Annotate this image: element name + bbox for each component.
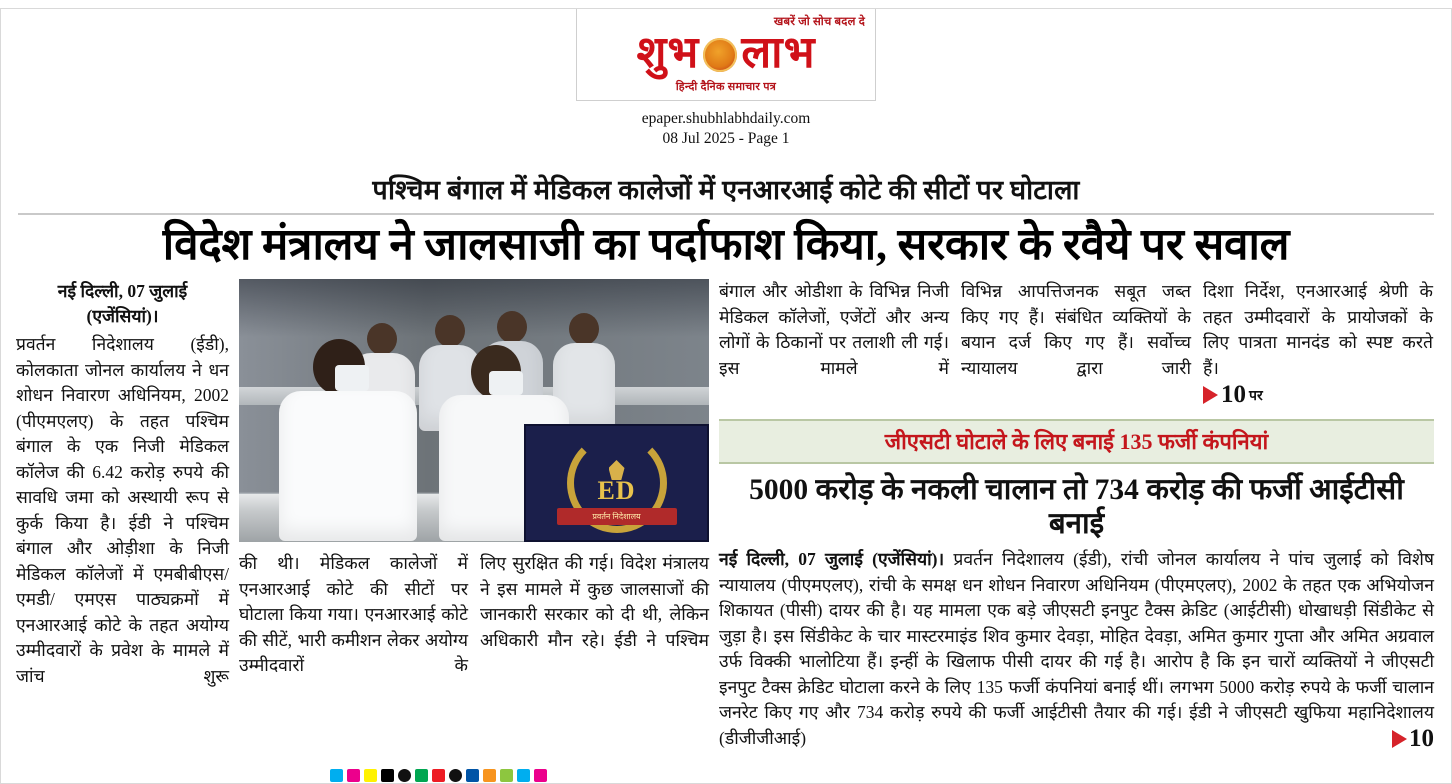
sub-column-a	[719, 279, 949, 409]
ed-ribbon: प्रवर्तन निदेशालय	[557, 508, 677, 525]
sub-column-a-text: बंगाल और ओडीशा के विभिन्न निजी मेडिकल कॉलेजों, एजेंटों और अन्य लोगों के ठिकानों पर तलाशी ली गई। इस मामले में	[719, 281, 949, 378]
column-three	[719, 279, 1434, 751]
jump-page-number: 10	[1221, 381, 1246, 408]
article-kicker: पश्चिम बंगाल में मेडिकल कालेजों में एनआरआई कोटे की सीटों पर घोटाला	[372, 175, 1080, 205]
divider-rule	[18, 213, 1434, 215]
caption-text-two: लिए सुरक्षित की गई। विदेश मंत्रालय ने इस मामले में कुछ जालसाजों की जानकारी सरकार को दी थी, लेकिन अधिकारी मौन रहे। ईडी ने पश्चिम	[480, 553, 709, 650]
photo-caption-columns	[239, 548, 709, 679]
sub-column-c	[1203, 279, 1433, 409]
photo-face-mask	[335, 365, 369, 391]
sub-column-b	[961, 279, 1191, 409]
photo-main-person-coat	[279, 391, 417, 541]
photo-face-mask	[489, 371, 523, 395]
dateline-line1: नई दिल्ली, 07 जुलाई	[57, 281, 188, 301]
secondary-jump-number: 10	[1409, 724, 1434, 752]
sub-column-c-text: दिशा निर्देश, एनआरआई श्रेणी के तहत उम्मीदवारों के प्रायोजकों के लिए पात्रता मानदंड को स्पष्ट करते हैं।	[1203, 281, 1433, 378]
masthead-title	[583, 29, 869, 77]
secondary-band-text: जीएसटी घोटाले के लिए बनाई 135 फर्जी कंपनियां	[884, 429, 1269, 454]
secondary-body-text: प्रवर्तन निदेशालय (ईडी), रांची जोनल कार्यालय ने पांच जुलाई को विशेष न्यायालय (पीएमएलए), रांची के समक्ष धन शोधन निवारण अधिनियम (पीएमएलए), 2002 के तहत एक अभियोजन शिकायत (पीसी) दायर की है। यह मामला एक बड़े जीएसटी इनपुट टैक्स क्रेडिट (आईटीसी) धोखाधड़ी सिंडीकेट से जुड़ा है। इस सिंडीकेट के चार मास्टरमाइंड शिव कुमार देवड़ा, मोहित देवड़ा, अमित कुमार गुप्ता और अमित अग्रवाल उर्फ विक्की भालोटिया हैं। इन्हीं के खिलाफ पीसी दायर की गई है। आरोप है कि इन चारों व्यक्तियों ने जीएसटी इनपुट टैक्स क्रेडिट घोटाला करने के लिए 135 फर्जी कंपनियां बनाई थीं। लगभग 5000 करोड़ रुपये के फर्जी चालान जनरेट किए गए और 734 करोड़ रुपये की फर्जी आईटीसी तैयार की गई। ईडी ने जीएसटी खुफिया महानिदेशालय (डीजीजीआई)	[719, 549, 1435, 748]
ed-logo-letters: ED	[597, 476, 636, 505]
jump-page-suffix: पर	[1249, 388, 1263, 404]
photo-person-head	[435, 315, 465, 347]
secondary-dateline: नई दिल्ली, 07 जुलाई (एजेंसियां)।	[719, 549, 945, 569]
caption-column-two	[480, 548, 709, 679]
sub-column-b-text: विभिन्न आपत्तिजनक सबूत जब्त किए गए हैं। संबंधित व्यक्तियों के बयान दर्ज किए गए हैं। सर्वोच्च न्यायालय द्वारा जारी	[961, 281, 1191, 378]
photo-person-head	[367, 323, 397, 355]
photo-person-head	[569, 313, 599, 345]
caption-column-one	[239, 548, 468, 679]
epaper-url: epaper.shubhlabhdaily.com	[641, 110, 811, 127]
lab-photo	[239, 279, 709, 542]
secondary-story-band	[719, 419, 1434, 464]
photo-person-head	[497, 311, 527, 343]
epaper-date-page: 08 Jul 2025 - Page 1	[662, 130, 790, 147]
masthead-subtitle: हिन्दी दैनिक समाचार पत्र	[675, 81, 777, 93]
photo-column	[239, 279, 709, 751]
article-headline: विदेश मंत्रालय ने जालसाजी का पर्दाफाश किया, सरकार के रवैये पर सवाल	[162, 220, 1290, 269]
secondary-story-body	[719, 547, 1434, 751]
masthead	[576, 8, 876, 101]
newspaper-page	[0, 8, 1452, 784]
column-one	[16, 279, 229, 751]
masthead-title-left: शुभ	[636, 28, 700, 77]
column-one-text: प्रवर्तन निदेशालय (ईडी), कोलकाता जोनल कार्यालय ने धन शोधन निवारण अधिनियम, 2002 (पीएमएलए) के तहत पश्चिम बंगाल के एक निजी मेडिकल कॉलेज की 6.42 करोड़ रुपये की सावधि जमा को अस्थायी रूप से कुर्क किया है। ईडी ने पश्चिम बंगाल और ओड़ीशा के निजी मेडिकल कॉलेजों में एमबीबीएस/ एमडी/ एमएस पाठ्यक्रमों में एनआरआई कोटे के तहत अयोग्य उम्मीदवारों के प्रवेश के मामले में जांच शुरू	[16, 334, 229, 686]
ganesha-logo-icon	[703, 38, 737, 72]
triangle-right-icon	[1392, 730, 1407, 748]
masthead-tagline: खबरें जो सोच बदल दे	[773, 16, 865, 28]
dateline-line2: (एजेंसियां)।	[86, 306, 159, 326]
triangle-right-icon	[1203, 386, 1218, 404]
continued-on-page-link[interactable]	[1203, 381, 1263, 409]
ed-emblem-icon	[563, 437, 671, 529]
ed-logo	[524, 424, 709, 542]
caption-text-one: की थी। मेडिकल कालेजों में एनआरआई कोटे की सीटों पर घोटाला किया गया। एनआरआई कोटे की सीटें, भारी कमीशन लेकर अयोग्य उम्मीदवारों के	[239, 553, 468, 675]
sub-columns	[719, 279, 1434, 409]
secondary-continued-link[interactable]	[1392, 726, 1434, 752]
article-body	[0, 279, 1452, 751]
masthead-title-right: लाभ	[741, 28, 816, 77]
secondary-headline: 5000 करोड़ के नकली चालान तो 734 करोड़ की फर्जी आईटीसी बनाई	[749, 474, 1404, 540]
photo-image	[239, 279, 709, 542]
